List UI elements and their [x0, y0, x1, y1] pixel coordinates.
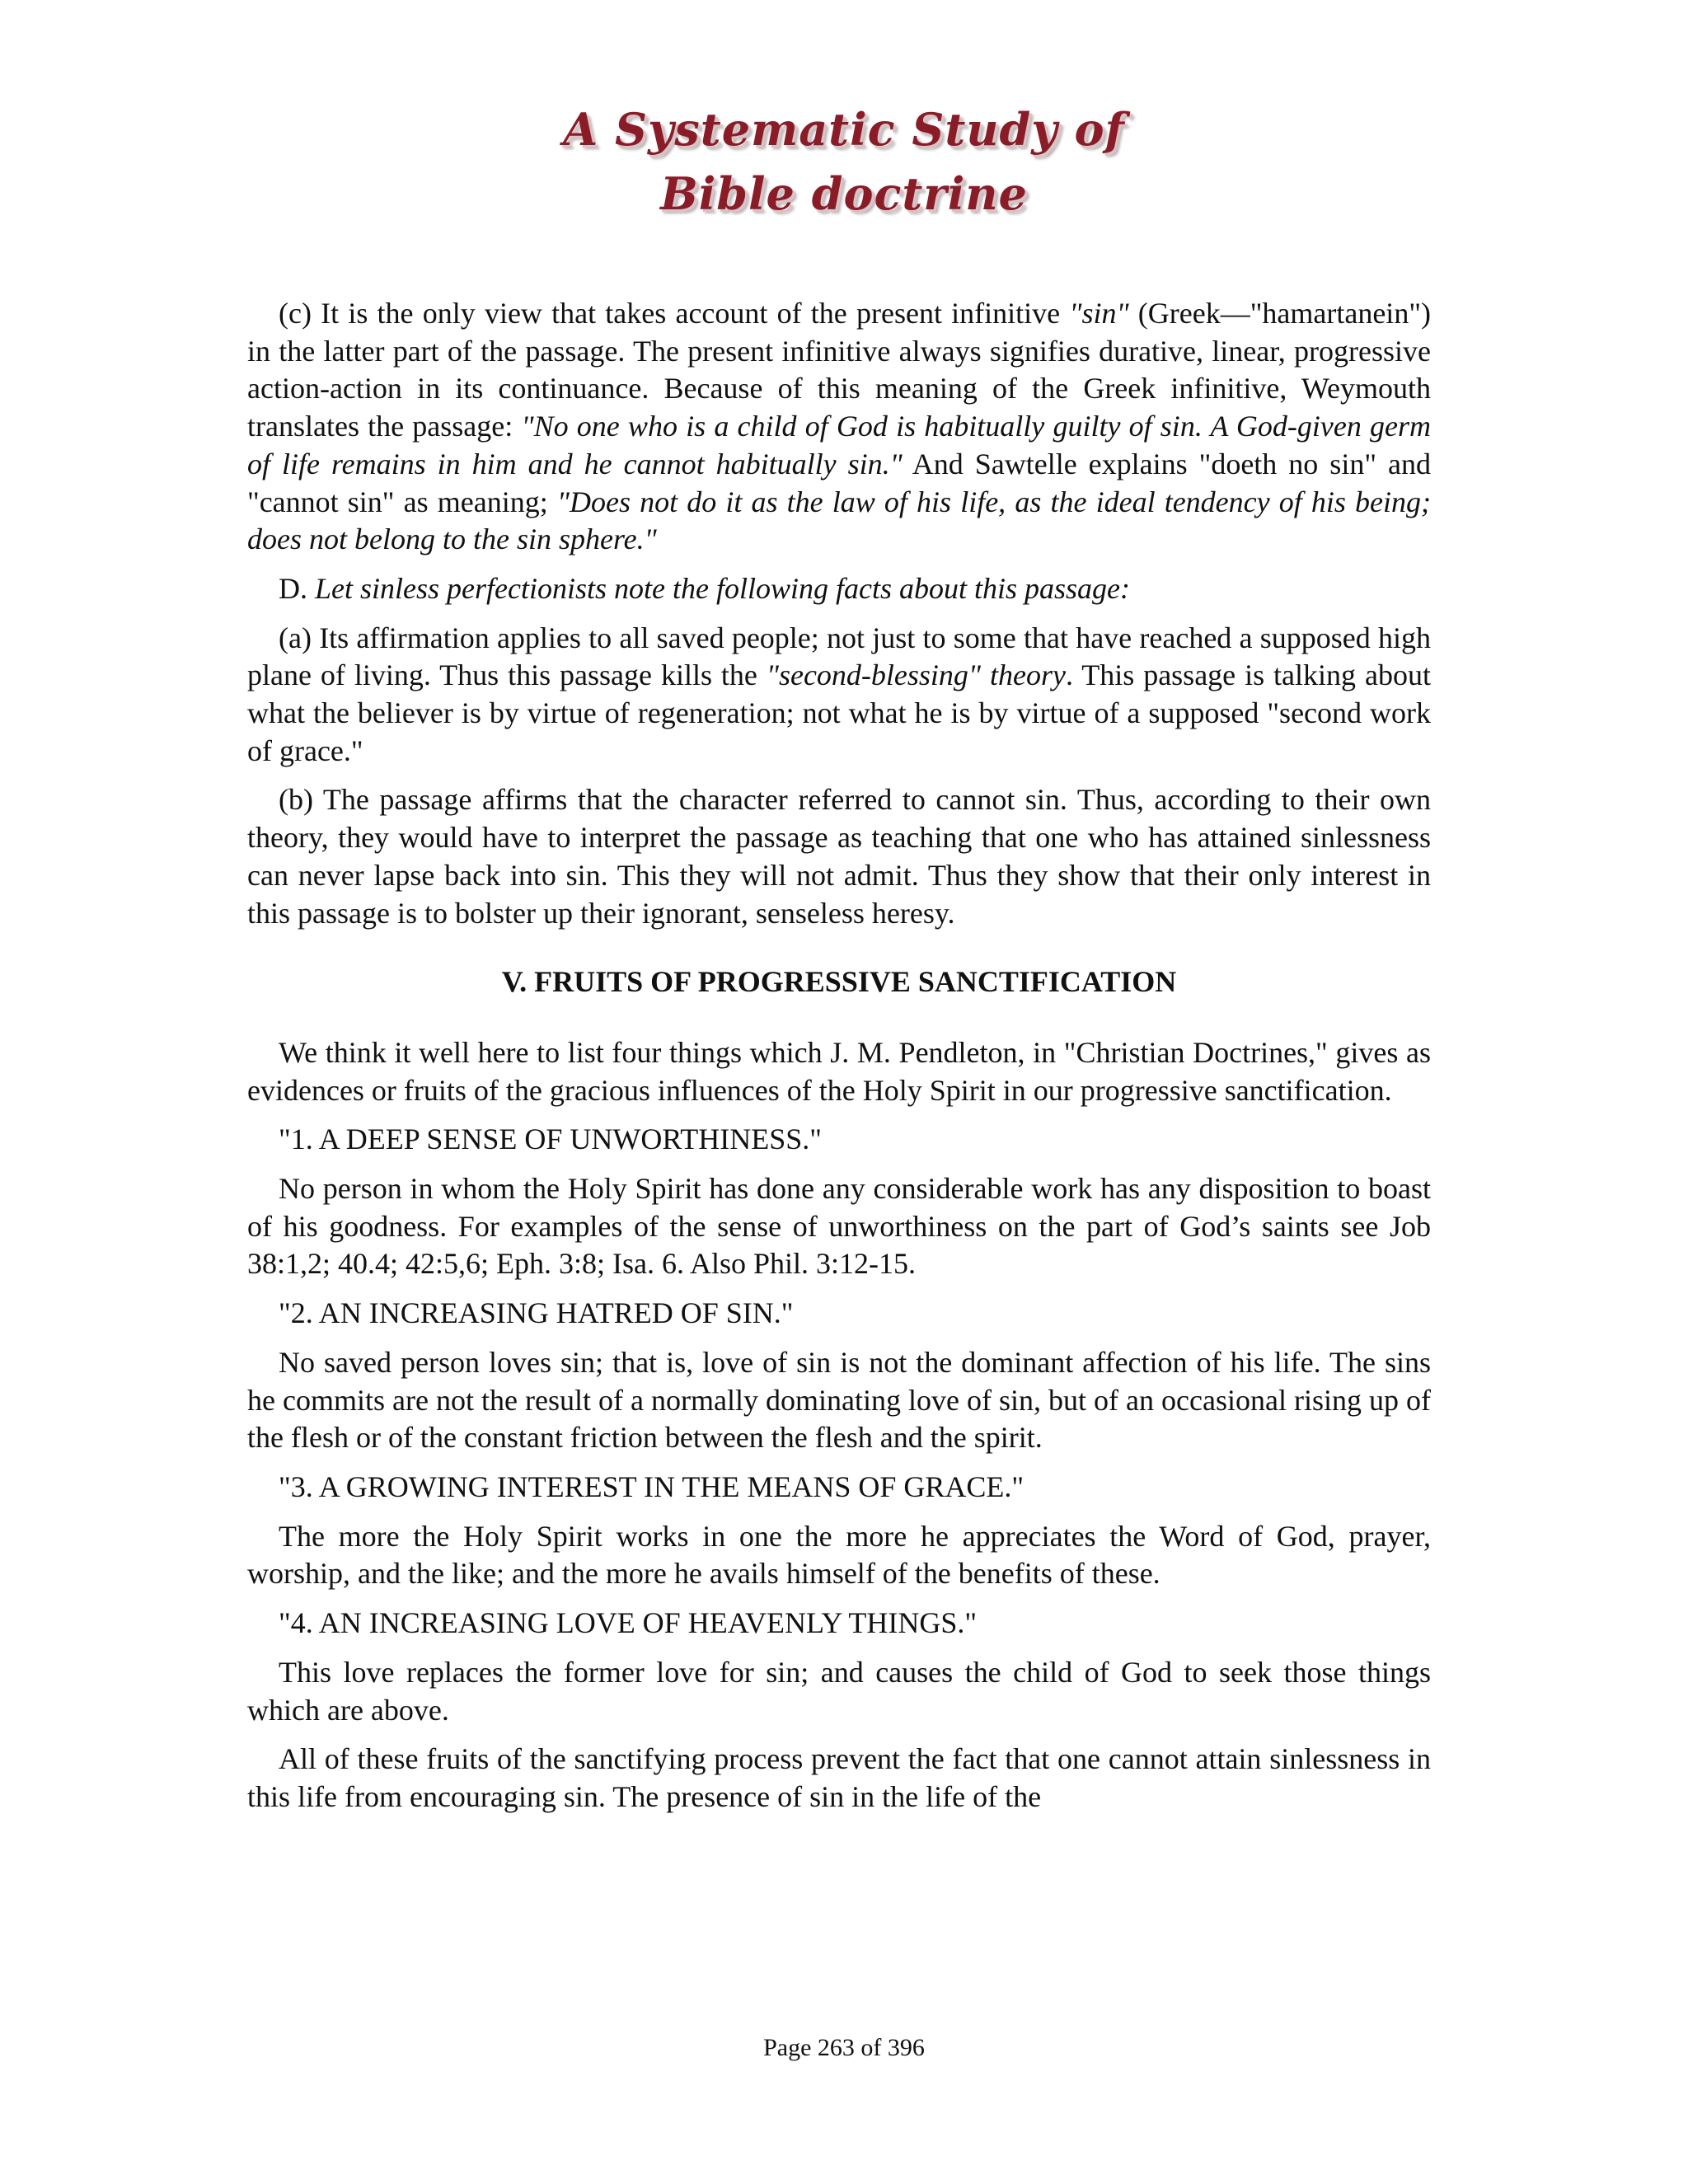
section-heading: V. FRUITS OF PROGRESSIVE SANCTIFICATION: [501, 965, 1177, 999]
paragraph-b: (b) The passage affirms that the character referred to cannot sin. Thus, according to their own theory, they would have to interpret the passage as teaching that one who has attained sinlessness can never lapse back into sin. This they will not admit. Thus they show that their only interest in this passage is to bolster up their ignorant, senseless heresy.: [247, 783, 1431, 930]
paragraph-c: (c) It is the only view that takes account of the present infinitive "sin" (Greek—"hamartanein") in the latter part of the passage. The present infinitive always signifies durative, linear, progressive action-action in its continuance. Because of this meaning of the Greek infinitive, Weymouth translates the passage: "No one who is a child of God is habitually guilty of sin. A God-given germ of life remains in him and he cannot habitually sin." And Sawtelle explains "doeth no sin" and "cannot sin" as meaning; "Does not do it as the law of his life, as the ideal tendency of his being; does not belong to the sin sphere.": [247, 297, 1432, 556]
fruit-heading-2: "2. AN INCREASING HATRED OF SIN.": [279, 1296, 794, 1330]
paragraph-fruit-1: No person in whom the Holy Spirit has done any considerable work has any disposition to boast of his goodness. For examples of the sense of unworthiness on the part of God’s saints see Job 38:1,2; 40.4; 42:5,6; Eph. 3:8; Isa. 6. Also Phil. 3:12-15.: [247, 1172, 1431, 1281]
paragraph-fruit-2: No saved person loves sin; that is, love of sin is not the dominant affection of his life. The sins he commits are not the result of a normally dominating love of sin, but of an occasional rising up of the flesh or of the constant friction between the flesh and the spirit.: [247, 1345, 1431, 1455]
title-line-2: Bible doctrine: [660, 167, 1028, 220]
fruit-heading-4: "4. AN INCREASING LOVE OF HEAVENLY THINGS.": [279, 1606, 978, 1640]
fruit-heading-1: "1. A DEEP SENSE OF UNWORTHINESS.": [279, 1122, 822, 1156]
paragraph-d: D. Let sinless perfectionists note the following facts about this passage:: [279, 571, 1130, 605]
title-line-1: A Systematic Study of: [563, 103, 1125, 156]
paragraph-fruit-3: The more the Holy Spirit works in one the more he appreciates the Word of God, prayer, worship, and the like; and the more he avails himself of the benefits of these.: [247, 1519, 1431, 1591]
fruit-heading-3: "3. A GROWING INTEREST IN THE MEANS OF GRACE.": [279, 1469, 1025, 1503]
page-number: Page 263 of 396: [763, 2034, 925, 2061]
paragraph-fruit-4: This love replaces the former love for sin; and causes the child of God to seek those things which are above.: [247, 1655, 1431, 1727]
paragraph-intro: We think it well here to list four things which J. M. Pendleton, in "Christian Doctrines," gives as evidences or fruits of the gracious influences of the Holy Spirit in our progressive sanctification.: [247, 1035, 1431, 1107]
page-body: [247, 295, 1431, 1828]
paragraph-a: (a) Its affirmation applies to all saved people; not just to some that have reached a supposed high plane of living. Thus this passage kills the "second-blessing" theory. This passage is talking about what the believer is by virtue of regeneration; not what he is by virtue of a supposed "second work of grace.": [247, 621, 1431, 767]
document-title-banner: [0, 97, 1688, 226]
paragraph-closing: All of these fruits of the sanctifying process prevent the fact that one cannot attain sinlessness in this life from encouraging sin. The presence of sin in the life of the: [247, 1742, 1431, 1813]
